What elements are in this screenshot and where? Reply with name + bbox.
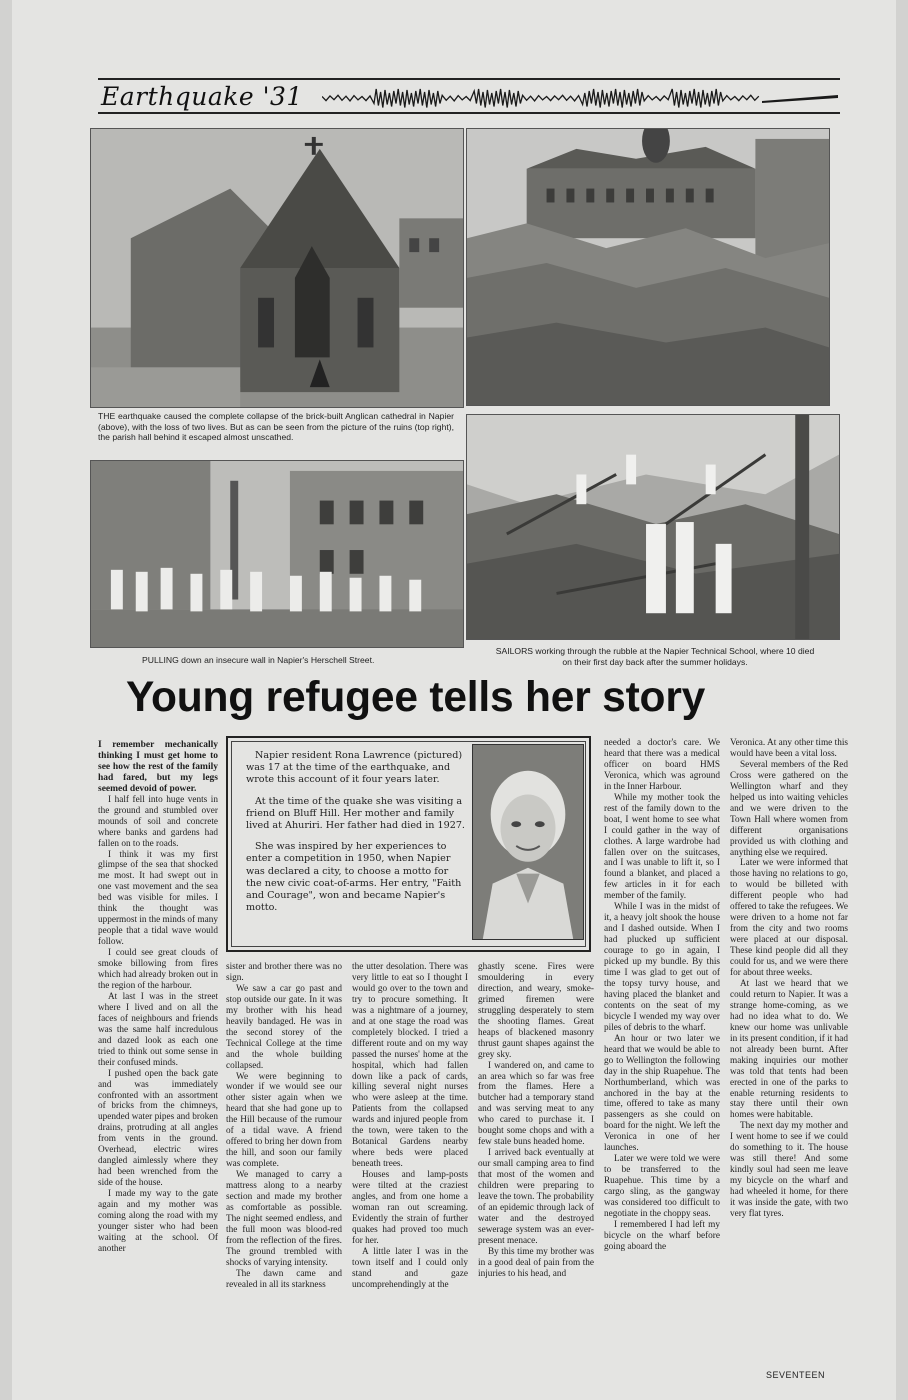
article-paragraph: Later we were told we were to be transferred to the Ruapehue. This time by a cargo sling, as the gangway was considered too difficult to negotiate in the choppy seas. <box>604 1154 720 1219</box>
article-paragraph: I made my way to the gate again and my mother was coming along the road with my younger sister who had been waiting at the school. Of another <box>98 1189 218 1254</box>
article-paragraph: I could see great clouds of smoke billowing from fires which had already broken out in the region of the harbour. <box>98 948 218 991</box>
intro-paragraph: Napier resident Rona Lawrence (pictured) was 17 at the time of the earthquake, and wrote this account of it four years later. <box>246 750 463 786</box>
article-paragraph: I wandered on, and came to an area which so far was free from the flames. Here a butcher had a temporary stand and was serving meat to any who cared to purchase it. I bought some chops and with a few stale buns headed home. <box>478 1060 594 1148</box>
article-paragraph: The next day my mother and I went home to see if we could do something to it. The house was still there! And some kindly soul had seen me leave my bicycle on the wharf and had wheeled it home, for there it was inside the gate, with two very flat tyres. <box>730 1121 848 1219</box>
newspaper-page <box>12 0 896 1400</box>
article-headline: Young refugee tells her story <box>126 674 706 721</box>
article-paragraph: ghastly scene. Fires were smouldering in every direction, and weary, smoke-grimed firemen were struggling desperately to stem the shooting flames. Great heaps of blackened masonry thrust gaunt shapes against the grey sky. <box>478 962 594 1060</box>
intro-text <box>246 750 466 923</box>
article-paragraph: At last we heard that we could return to Napier. It was a strange home-coming, as we had no idea what to do. We knew our home was unlivable in its present condition, if it had not already been burnt. After making inquiries our mother was told that tents had been erected in one of the parks to enable returning residents to stay there until their own homes were habitable. <box>730 978 848 1121</box>
intro-box <box>226 736 591 952</box>
cathedral-photo <box>90 128 464 408</box>
seismograph-trace <box>322 84 838 112</box>
page-number: SEVENTEEN <box>766 1370 826 1380</box>
article-column-3 <box>352 962 468 1291</box>
article-paragraph: needed a doctor's care. We heard that there was a medical officer on board HMS Veronica, which was aground in the Inner Harbour. <box>604 738 720 792</box>
article-paragraph: I think it was my first glimpse of the sea that shocked me most. It had swept out in one vast movement and the sea bed was visible for miles. I think the thought was uppermost in the minds of many people that a tidal wave would follow. <box>98 849 218 948</box>
article-column-1 <box>98 740 218 1255</box>
portrait-photo <box>472 744 584 940</box>
intro-paragraph: At the time of the quake she was visiting a friend on Bluff Hill. Her mother and family lived at Ahuriri. Her father had died in 1927. <box>246 795 465 832</box>
section-title: Earthquake '31 <box>101 82 303 111</box>
article-paragraph: I remember mechanically thinking I must get home to see how the rest of the family had fared, but my legs seemed devoid of power. <box>98 740 218 794</box>
article-paragraph: I half fell into huge vents in the ground and stumbled over mounds of soil and concrete where banks and gardens had fallen on to the roads. <box>98 794 218 849</box>
masthead <box>98 78 840 114</box>
intro-box-inner <box>231 741 586 947</box>
article-paragraph: Houses and lamp-posts were tilted at the craziest angles, and from one home a woman ran out screaming. Evidently the strain of further quakes had proved too much for her. <box>352 1170 468 1246</box>
cathedral-caption: THE earthquake caused the complete collapse of the brick-built Anglican cathedral in Napier (above), with the loss of two lives. But as can be seen from the picture of the ruins (top right), the parish hall behind it escaped almost unscathed. <box>98 411 454 442</box>
ruins-photo <box>466 128 830 406</box>
article-paragraph: Several members of the Red Cross were gathered on the Wellington wharf and they helped us into waiting vehicles and we were driven to the Town Hall where women from different organisations provided us with clothing and anything else we required. <box>730 759 848 858</box>
article-paragraph: Veronica. At any other time this would have been a vital loss. <box>730 738 848 759</box>
article-paragraph: While my mother took the rest of the family down to the boat, I went home to see what I could gather in the way of clothes. A large wardrobe had fallen over on the suitcases, and I was unable to lift it, so I found a blanket, and placed a few articles in it for each member of the family. <box>604 792 720 902</box>
article-paragraph: I pushed open the back gate and was immediately confronted with an assortment of bricks from the chimneys, upended water pipes and broken drains, protruding at all angles from vents in the ground. Overhead, electric wires dangled aimlessly where they had been wrenched from the side of the house. <box>98 1068 218 1189</box>
wall-photo <box>90 460 464 648</box>
article-paragraph: I remembered I had left my bicycle on the wharf before going aboard the <box>604 1219 720 1252</box>
article-paragraph: Later we were informed that those having no relations to go, to would be billeted with different people who had offered to take the refugees. We were driven to a home not far from the city and two rooms were placed at our disposal. These kind people did all they could for us, and we were there for about three weeks. <box>730 858 848 979</box>
sailors-photo <box>466 414 840 640</box>
article-paragraph: While I was in the midst of it, a heavy jolt shook the house and I dashed outside. When I had plucked up sufficient courage to go in again, I picked up my bundle. By this time I was glad to get out of the topsy turvy house, and having placed the blanket and contents on the seat of my bicycle I wended my way over piles of debris to the wharf. <box>604 902 720 1033</box>
article-paragraph: I arrived back eventually at our small camping area to find that most of the women and children were preparing to leave the town. The probability of an epidemic through lack of water and the destroyed sewerage system was an ever-present menace. <box>478 1148 594 1246</box>
wall-caption: PULLING down an insecure wall in Napier's Herschell Street. <box>142 655 375 665</box>
article-paragraph: the utter desolation. There was very little to eat so I thought I would go over to the town and try to procure something. It was a nightmare of a journey, and at one stage the road was completely blocked. I tried a different route and on my way passed the nurses' home at the hospital, which had fallen down like a pack of cards, killing several night nurses who were asleep at the time. Patients from the collapsed wards and injured people from the town, were taken to the Botanical Gardens nearby where beds were placed beneath trees. <box>352 962 468 1170</box>
sailors-caption: SAILORS working through the rubble at the Napier Technical School, where 10 died on their first day back after the summer holidays. <box>495 646 815 667</box>
article-paragraph: At last I was in the street where I lived and on all the faces of neighbours and friends was the same half incredulous and dazed look as each one tried to think out some sense in their confused minds. <box>98 991 218 1068</box>
article-column-6 <box>730 738 848 1220</box>
article-paragraph: We managed to carry a mattress along to a nearby section and made my brother as comfortable as possible. The night seemed endless, and the full moon was blood-red from the reflection of the fires. The ground trembled with shocks of varying intensity. <box>226 1170 342 1268</box>
article-paragraph: We saw a car go past and stop outside our gate. In it was my brother with his head heavily bandaged. He was in the second storey of the Technical College at the time and the whole building collapsed. <box>226 983 342 1071</box>
article-paragraph: sister and brother there was no sign. <box>226 962 342 983</box>
article-column-5 <box>604 738 720 1253</box>
article-paragraph: We were beginning to wonder if we would see our other sister again when we heard that she had gone up to the Hill because of the rumour of a tidal wave. A friend offered to bring her down from the hill, and soon our family was complete. <box>226 1071 342 1170</box>
intro-paragraph: She was inspired by her experiences to enter a competition in 1950, when Napier was declared a city, to choose a motto for the new civic coat-of-arms. Her entry, "Faith and Courage", won and became Napier's motto. <box>246 841 462 914</box>
article-paragraph: An hour or two later we heard that we would be able to go to Wellington the following day in the ship Ruapehue. The Northumberland, which was anchored in the bay at the time, offered to take as many passengers as she could on board for the night. We left the Veronica in one of her launches. <box>604 1033 720 1154</box>
article-paragraph: A little later I was in the town itself and I could only stand and gaze uncomprehendingly at the <box>352 1246 468 1290</box>
article-column-4 <box>478 962 594 1280</box>
article-paragraph: By this time my brother was in a good deal of pain from the injuries to his head, and <box>478 1246 594 1279</box>
article-paragraph: The dawn came and revealed in all its starkness <box>226 1268 342 1290</box>
article-column-2 <box>226 962 342 1291</box>
